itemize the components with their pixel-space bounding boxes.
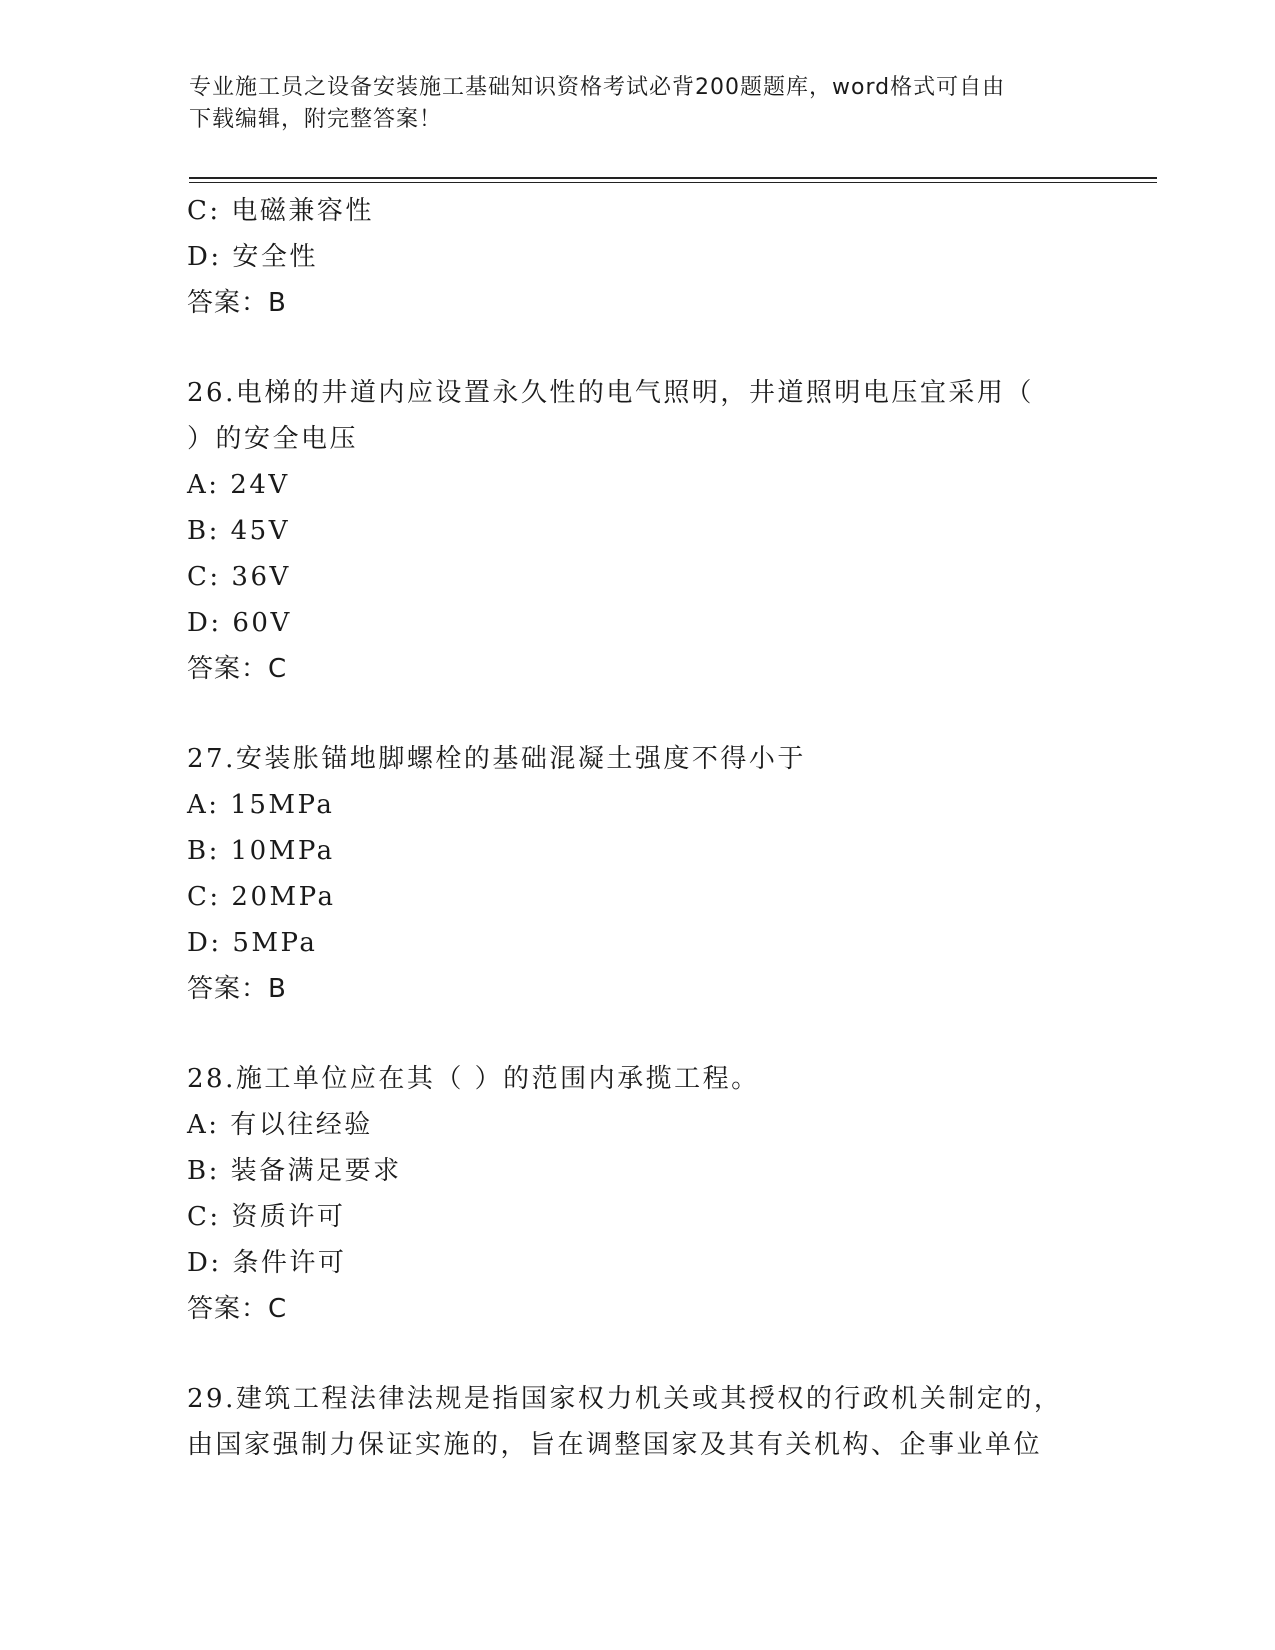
answer-line: 答案：B <box>187 288 287 318</box>
question-stem-continued: 由国家强制力保证实施的，旨在调整国家及其有关机构、企事业单位 <box>187 1430 1043 1460</box>
question-29 <box>187 1376 1087 1468</box>
option-c: C: 36V <box>187 562 291 592</box>
header-rule-thick <box>189 177 1157 179</box>
question-list <box>187 188 1087 1468</box>
question-stem: 26.电梯的井道内应设置永久性的电气照明，井道照明电压宜采用（ <box>187 378 1034 408</box>
option-c: C: 资质许可 <box>187 1202 346 1232</box>
option-a: A: 24V <box>187 470 290 500</box>
question-27 <box>187 736 1087 1012</box>
answer-line: 答案：C <box>187 654 288 684</box>
option-b: B: 装备满足要求 <box>187 1156 402 1186</box>
question-stem: 28.施工单位应在其（ ）的范围内承揽工程。 <box>187 1064 760 1094</box>
option-b: B: 45V <box>187 516 290 546</box>
option-d: D: 60V <box>187 608 292 638</box>
option-a: A: 15MPa <box>187 790 335 820</box>
option-d: D: 条件许可 <box>187 1248 347 1278</box>
question-25-tail <box>187 188 1087 326</box>
header-line-1: 专业施工员之设备安装施工基础知识资格考试必背200题题库，word格式可自由 <box>189 75 1006 100</box>
option-c: C: 电磁兼容性 <box>187 196 374 226</box>
option-d: D: 5MPa <box>187 928 318 958</box>
question-stem: 27.安装胀锚地脚螺栓的基础混凝土强度不得小于 <box>187 744 806 774</box>
option-b: B: 10MPa <box>187 836 335 866</box>
option-c: C: 20MPa <box>187 882 336 912</box>
header-rule-thin <box>189 182 1157 183</box>
question-stem: 29.建筑工程法律法规是指国家权力机关或其授权的行政机关制定的， <box>187 1384 1063 1414</box>
question-stem-continued: ）的安全电压 <box>187 424 359 454</box>
option-a: A: 有以往经验 <box>187 1110 373 1140</box>
question-28 <box>187 1056 1087 1332</box>
header-line-2: 下载编辑，附完整答案！ <box>189 107 443 132</box>
option-d: D: 安全性 <box>187 242 318 272</box>
answer-line: 答案：B <box>187 974 287 1004</box>
answer-line: 答案：C <box>187 1294 288 1324</box>
document-header <box>189 72 1069 136</box>
question-26 <box>187 370 1087 692</box>
